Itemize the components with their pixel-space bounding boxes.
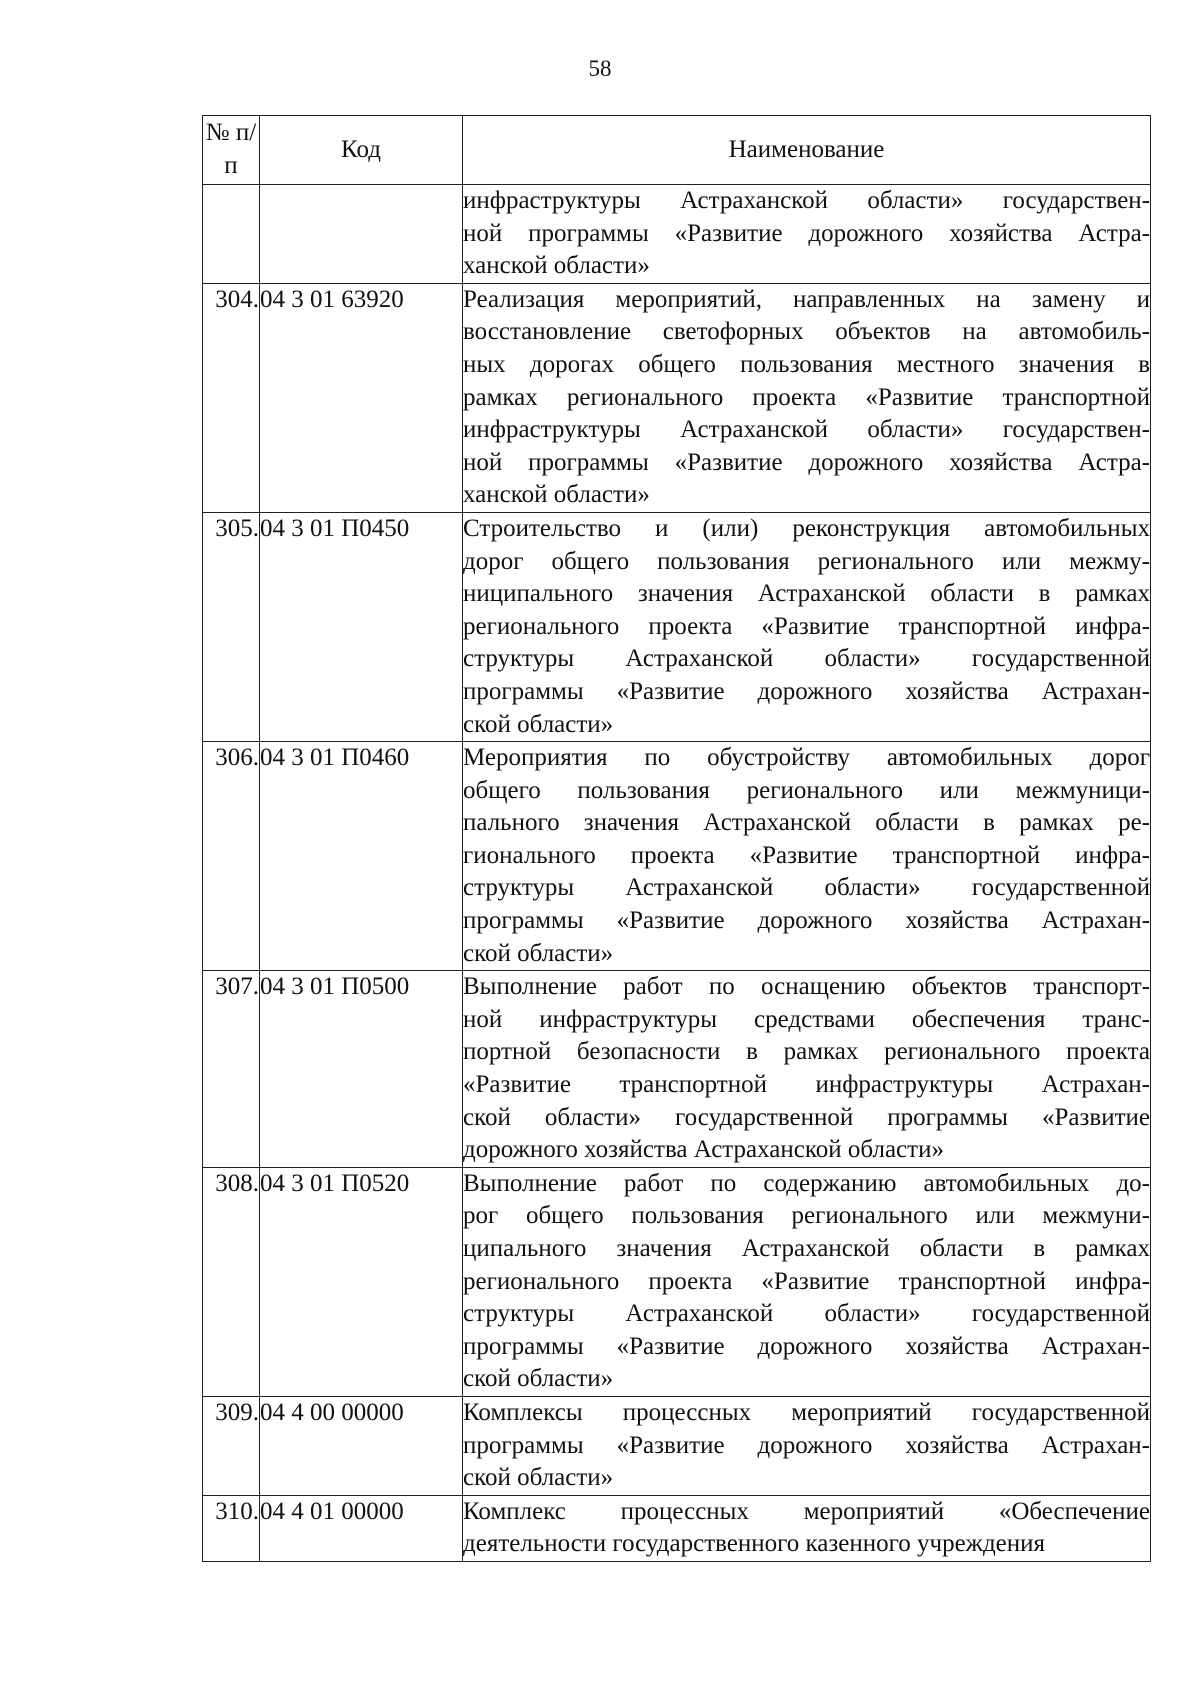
row-name	[463, 1167, 1151, 1396]
row-name-line: ской области»	[463, 939, 614, 967]
table-body	[203, 185, 1151, 1562]
row-name-line: структуры Астраханской области» государственной	[463, 1300, 1150, 1328]
table-row	[203, 512, 1151, 741]
row-name-line: ных дорогах общего пользования местного значения в	[463, 350, 1150, 378]
row-number: 304.	[203, 283, 260, 512]
row-name-line: Выполнение работ по оснащению объектов транспорт-	[463, 973, 1150, 1001]
header-code: Код	[260, 116, 463, 185]
row-name-line: Комплекс процессных мероприятий «Обеспечение	[463, 1497, 1150, 1525]
row-name-line: ципального значения Астраханской области в рамках	[463, 1235, 1150, 1262]
row-number	[203, 185, 260, 284]
table-row	[203, 1396, 1151, 1495]
row-name-line: программы «Развитие дорожного хозяйства Астрахан-	[463, 907, 1150, 935]
row-name-line: ниципального значения Астраханской области в рамках	[463, 580, 1150, 608]
table-row	[203, 1495, 1151, 1561]
row-name-line: регионального проекта «Развитие транспортной инфра-	[463, 1267, 1150, 1295]
table-row	[203, 1167, 1151, 1396]
row-name-line: рамках регионального проекта «Развитие транспортной	[463, 383, 1150, 411]
row-name-line: программы «Развитие дорожного хозяйства Астрахан-	[463, 677, 1150, 705]
row-name-line: ханской области»	[463, 252, 650, 280]
row-name-line: ской области» государственной программы «Развитие	[463, 1103, 1150, 1131]
table-row	[203, 971, 1151, 1168]
row-name-line: Строительство и (или) реконструкция автомобильных	[463, 514, 1150, 542]
row-name-line: дорог общего пользования регионального или межму-	[463, 547, 1150, 575]
row-name-line: структуры Астраханской области» государственной	[463, 645, 1150, 673]
row-name-line: ной программы «Развитие дорожного хозяйства Астра-	[463, 448, 1150, 476]
row-name-line: ской области»	[463, 1365, 614, 1393]
row-name	[463, 512, 1151, 741]
row-code: 04 3 01 П0460	[260, 742, 463, 971]
row-name-line: Мероприятия по обустройству автомобильных дорог	[463, 744, 1150, 772]
row-name	[463, 1396, 1151, 1495]
row-name-line: общего пользования регионального или межмуници-	[463, 776, 1150, 804]
header-num: № п/п	[203, 116, 260, 185]
row-name-line: деятельности государственного казенного учреждения	[463, 1530, 1046, 1558]
row-name-line: ской области»	[463, 1464, 614, 1492]
row-name-line: программы «Развитие дорожного хозяйства Астрахан-	[463, 1332, 1150, 1360]
row-name-line: ской области»	[463, 710, 614, 738]
row-name-line: ной инфраструктуры средствами обеспечения транс-	[463, 1005, 1150, 1033]
table-row	[203, 283, 1151, 512]
row-name-line: дорожного хозяйства Астраханской области»	[463, 1136, 944, 1164]
row-number: 310.	[203, 1495, 260, 1561]
row-code: 04 3 01 П0500	[260, 971, 463, 1168]
classification-table	[202, 115, 1151, 1562]
row-name-line: инфраструктуры Астраханской области» государствен-	[463, 416, 1150, 444]
row-code: 04 3 01 63920	[260, 283, 463, 512]
row-number: 309.	[203, 1396, 260, 1495]
row-number: 307.	[203, 971, 260, 1168]
row-name-line: рог общего пользования регионального или межмуни-	[463, 1202, 1150, 1230]
row-code: 04 4 01 00000	[260, 1495, 463, 1561]
row-name-line: ной программы «Развитие дорожного хозяйства Астра-	[463, 219, 1150, 247]
row-name-line: регионального проекта «Развитие транспортной инфра-	[463, 612, 1150, 640]
row-code: 04 3 01 П0450	[260, 512, 463, 741]
header-name: Наименование	[463, 116, 1151, 185]
table-header-row	[203, 116, 1151, 185]
table-row	[203, 185, 1151, 284]
row-number: 308.	[203, 1167, 260, 1396]
row-name-line: программы «Развитие дорожного хозяйства Астрахан-	[463, 1431, 1150, 1459]
table-row	[203, 742, 1151, 971]
row-name-line: «Развитие транспортной инфраструктуры Астрахан-	[463, 1071, 1150, 1099]
row-name-line: восстановление светофорных объектов на автомобиль-	[463, 318, 1150, 346]
row-name	[463, 971, 1151, 1168]
row-name	[463, 185, 1151, 284]
row-code	[260, 185, 463, 284]
row-name-line: Комплексы процессных мероприятий государственной	[463, 1398, 1150, 1426]
row-name-line: инфраструктуры Астраханской области» государствен-	[463, 187, 1150, 214]
row-number: 306.	[203, 742, 260, 971]
row-code: 04 3 01 П0520	[260, 1167, 463, 1396]
row-name-line: гионального проекта «Развитие транспортной инфра-	[463, 841, 1150, 869]
row-name-line: портной безопасности в рамках регионального проекта	[463, 1038, 1150, 1066]
page-number: 58	[588, 56, 612, 81]
row-name-line: ханской области»	[463, 481, 650, 509]
row-name	[463, 1495, 1151, 1561]
row-name-line: пального значения Астраханской области в рамках ре-	[463, 809, 1150, 837]
row-name-line: Реализация мероприятий, направленных на замену и	[463, 285, 1150, 313]
row-name	[463, 742, 1151, 971]
row-code: 04 4 00 00000	[260, 1396, 463, 1495]
row-name-line: структуры Астраханской области» государственной	[463, 874, 1150, 902]
row-number: 305.	[203, 512, 260, 741]
row-name	[463, 283, 1151, 512]
row-name-line: Выполнение работ по содержанию автомобильных до-	[463, 1169, 1150, 1197]
